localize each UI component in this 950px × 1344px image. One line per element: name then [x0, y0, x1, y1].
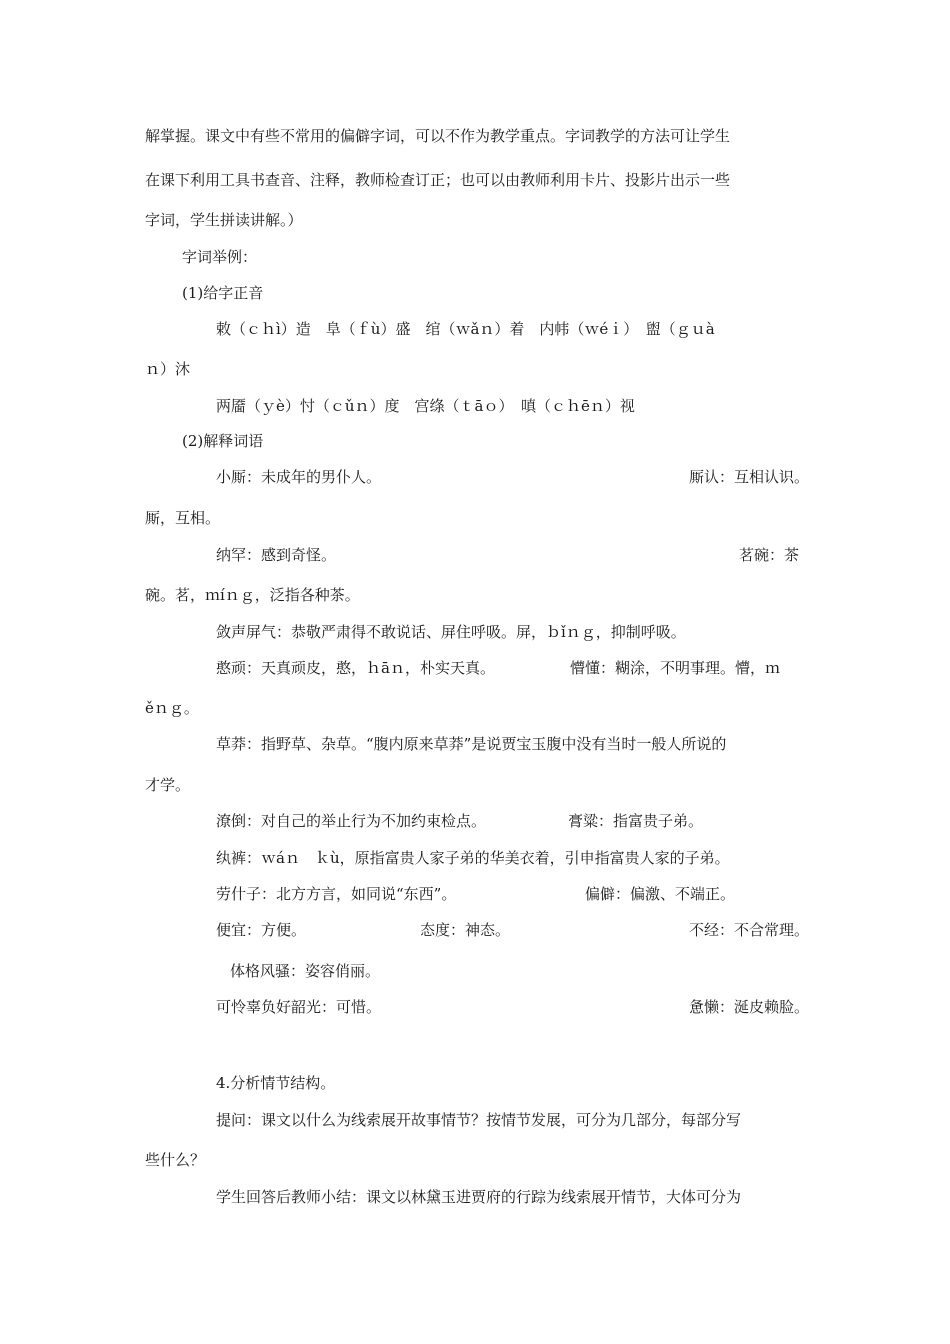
paragraph-line: 解掌握。课文中有些不常用的偏僻字词，可以不作为教学重点。字词教学的方法可让学生 — [145, 127, 731, 145]
paragraph-line: 学生回答后教师小结：课文以林黛玉进贾府的行踪为线索展开情节，大体可分为 — [216, 1188, 742, 1206]
gloss-entry: 小厮：未成年的男仆人。 — [216, 468, 382, 486]
list-heading: (1)给字正音 — [182, 284, 264, 302]
gloss-entry: 惫懒：涎皮赖脸。 — [689, 998, 810, 1016]
gloss-entry: 憨顽：天真顽皮，憨，ｈāｎ，朴实天真。 — [216, 659, 495, 677]
pinyin-line: 敕（ｃｈì）造 阜（ｆù）盛 绾（ｗǎｎ）着 内帏（ｗéｉ） 盥（ｇｕà — [216, 320, 715, 338]
gloss-entry: 敛声屏气：恭敬严肃得不敢说话、屏住呼吸。屏，ｂǐｎｇ，抑制呼吸。 — [216, 623, 686, 641]
gloss-entry: 可怜辜负好韶光：可惜。 — [216, 998, 382, 1016]
gloss-entry: 碗。茗，ｍíｎｇ，泛指各种茶。 — [145, 586, 360, 604]
gloss-entry: 体格风骚：姿容俏丽。 — [230, 962, 381, 980]
gloss-entry: 膏粱：指富贵子弟。 — [568, 812, 704, 830]
gloss-entry: 懵懂：糊涂，不明事理。懵，ｍ — [570, 659, 781, 677]
gloss-entry: 才学。 — [145, 776, 191, 794]
gloss-entry: 纨裤：ｗáｎ ｋù，原指富贵人家子弟的华美衣着，引申指富贵人家的子弟。 — [216, 849, 730, 867]
gloss-entry: 厮，互相。 — [145, 509, 221, 527]
gloss-entry: 偏僻：偏激、不端正。 — [585, 885, 736, 903]
paragraph-line: 提问：课文以什么为线索展开故事情节？按情节发展，可分为几部分，每部分写 — [216, 1111, 742, 1129]
gloss-entry: 便宜：方便。 — [216, 921, 307, 939]
pinyin-line: 两靥（ｙè）忖（ｃǔｎ）度 宫绦（ｔāｏ） 嗔（ｃｈēｎ）视 — [216, 397, 635, 415]
paragraph-line: 些什么？ — [145, 1151, 206, 1169]
gloss-entry: 茗碗：茶 — [739, 546, 800, 564]
gloss-entry: 草莽：指野草、杂草。“腹内原来草莽”是说贾宝玉腹中没有当时一般人所说的 — [216, 735, 727, 753]
gloss-entry: 纳罕：感到奇怪。 — [216, 546, 337, 564]
pinyin-line: ｎ）沐 — [145, 360, 191, 378]
subheading: 字词举例： — [182, 248, 258, 266]
paragraph-line: 在课下利用工具书查音、注释，教师检查订正；也可以由教师利用卡片、投影片出示一些 — [145, 171, 731, 189]
gloss-entry: 态度：神态。 — [420, 921, 511, 939]
section-heading: 4.分析情节结构。 — [216, 1074, 336, 1092]
list-heading: (2)解释词语 — [182, 432, 264, 450]
gloss-entry: 劳什子：北方方言，如同说“东西”。 — [216, 885, 457, 903]
gloss-entry: ěｎｇ。 — [145, 699, 199, 717]
gloss-entry: 潦倒：对自己的举止行为不加约束检点。 — [216, 812, 487, 830]
paragraph-line: 字词，学生拼读讲解。） — [145, 211, 303, 229]
gloss-entry: 不经：不合常理。 — [689, 921, 810, 939]
gloss-entry: 厮认：互相认识。 — [689, 468, 810, 486]
